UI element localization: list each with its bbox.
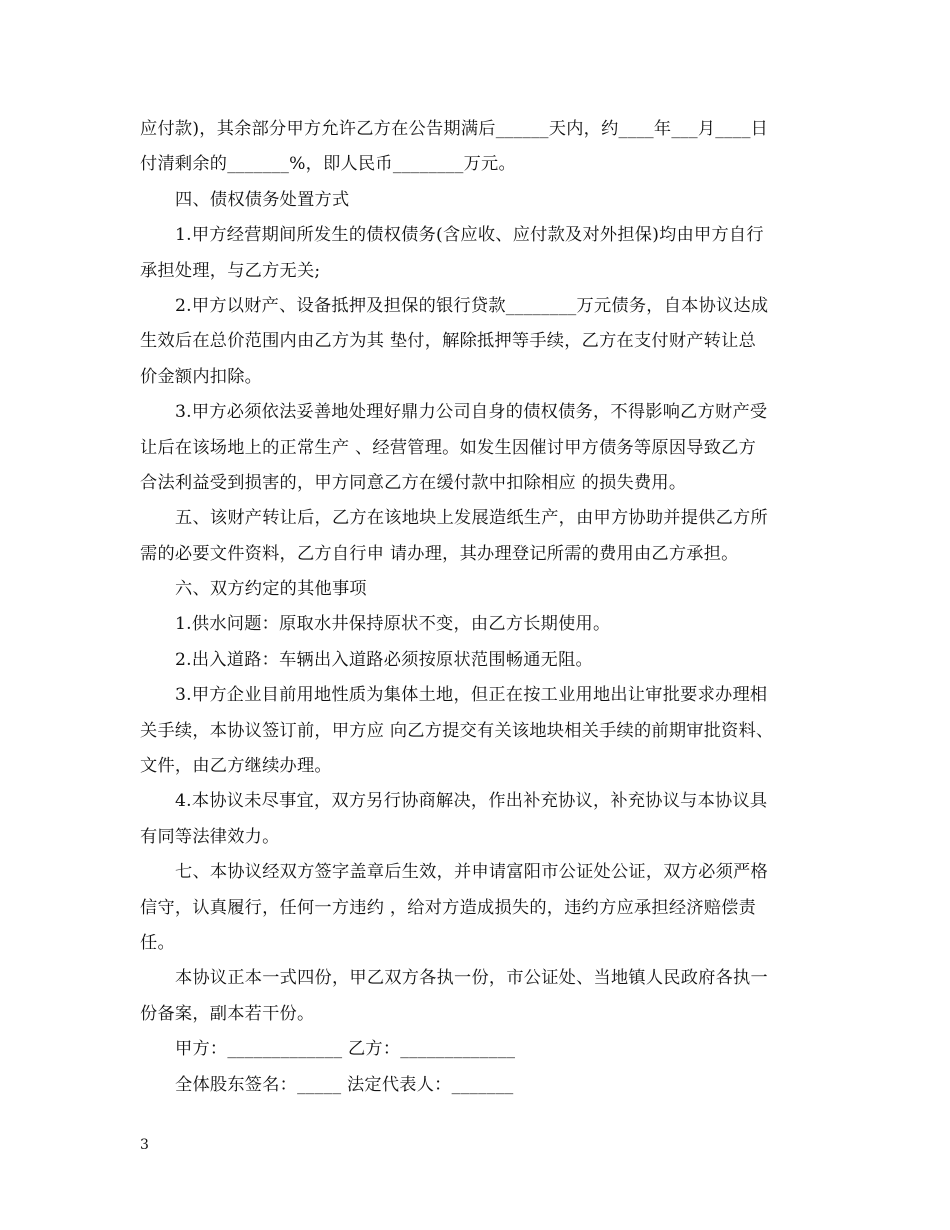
text-line: 承担处理，与乙方无关; bbox=[140, 260, 321, 281]
text-line: 让后在该场地上的正常生产 、经营管理。如发生因催讨甲方债务等原因导致乙方 bbox=[140, 437, 757, 458]
section-heading: 四、债权债务处置方式 bbox=[175, 189, 350, 210]
text-line: 文件，由乙方继续办理。 bbox=[140, 756, 332, 777]
text-line: 需的必要文件资料，乙方自行申 请办理，其办理登记所需的费用由乙方承担。 bbox=[140, 543, 739, 564]
text-line: 付清剩余的_______%，即人民币________万元。 bbox=[140, 154, 516, 175]
text-line: 关手续，本协议签订前，甲方应 向乙方提交有关该地块相关手续的前期审批资料、 bbox=[140, 720, 774, 741]
text-line: 有同等法律效力。 bbox=[140, 826, 280, 847]
section-heading: 六、双方约定的其他事项 bbox=[175, 579, 367, 600]
signature-line-shareholders: 全体股东签名：_____ 法定代表人：_______ bbox=[175, 1074, 514, 1095]
document-body bbox=[140, 112, 830, 1103]
text-line: 任。 bbox=[140, 932, 175, 953]
section-heading: 七、本协议经双方签字盖章后生效，并申请富阳市公证处公证，双方必须严格 bbox=[175, 862, 768, 883]
text-line: 份备案，副本若干份。 bbox=[140, 1003, 315, 1024]
text-line: 2.出入道路：车辆出入道路必须按原状范围畅通无阻。 bbox=[175, 649, 593, 670]
text-line: 生效后在总价范围内由乙方为其 垫付，解除抵押等手续，乙方在支付财产转让总 bbox=[140, 331, 757, 352]
text-line: 4.本协议未尽事宜，双方另行协商解决，作出补充协议，补充协议与本协议具 bbox=[175, 791, 768, 812]
signature-line-parties: 甲方：_____________ 乙方：_____________ bbox=[175, 1039, 516, 1060]
text-line: 应付款)，其余部分甲方允许乙方在公告期满后______天内，约____年___月____日 bbox=[140, 119, 769, 139]
text-line: 2.甲方以财产、设备抵押及担保的银行贷款________万元债务，自本协议达成 bbox=[175, 295, 769, 316]
text-line: 价金额内扣除。 bbox=[140, 366, 263, 387]
section-heading: 五、该财产转让后，乙方在该地块上发展造纸生产，由甲方协助并提供乙方所 bbox=[175, 508, 768, 529]
text-line: 1.甲方经营期间所发生的债权债务(含应收、应付款及对外担保)均由甲方自行 bbox=[175, 225, 764, 246]
text-line: 1.供水问题：原取水井保持原状不变，由乙方长期使用。 bbox=[175, 614, 611, 635]
text-line: 3.甲方企业目前用地性质为集体土地，但正在按工业用地出让审批要求办理相 bbox=[175, 685, 768, 706]
text-line: 本协议正本一式四份，甲乙双方各执一份，市公证处、当地镇人民政府各执一 bbox=[175, 968, 768, 989]
page-number: 3 bbox=[140, 1137, 149, 1153]
text-line: 合法利益受到损害的，甲方同意乙方在缓付款中扣除相应 的损失费用。 bbox=[140, 472, 687, 493]
text-line: 信守，认真履行，任何一方违约 ，给对方造成损失的，违约方应承担经济赔偿责 bbox=[140, 897, 757, 918]
text-line: 3.甲方必须依法妥善地处理好鼎力公司自身的债权债务，不得影响乙方财产受 bbox=[175, 402, 768, 423]
